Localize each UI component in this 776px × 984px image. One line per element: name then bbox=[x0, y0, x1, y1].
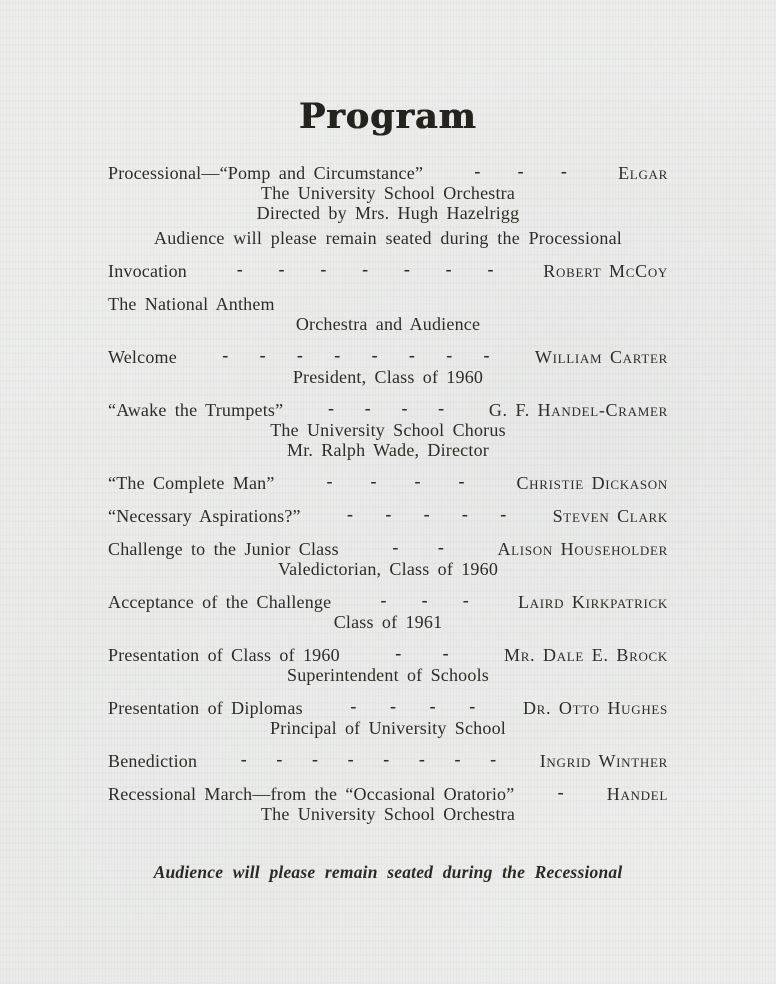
dash-leaders: - - - - bbox=[350, 696, 476, 716]
program-entry bbox=[108, 539, 668, 579]
program-entry bbox=[108, 294, 668, 334]
dash-leaders: - - - bbox=[380, 590, 469, 610]
dash-leaders: - - - bbox=[474, 161, 567, 181]
program-entry bbox=[108, 784, 668, 824]
entry-subline: President, Class of 1960 bbox=[292, 367, 484, 387]
entry-subline: Orchestra and Audience bbox=[295, 314, 481, 334]
program-list bbox=[108, 163, 668, 824]
program-entry bbox=[108, 506, 668, 526]
entry-subline: Class of 1961 bbox=[333, 612, 443, 632]
entry-title: Invocation bbox=[108, 261, 187, 281]
entry-presenter: G. F. Handel-Cramer bbox=[488, 400, 668, 420]
entry-title: “Necessary Aspirations?” bbox=[108, 506, 301, 526]
entry-subline: The University School Orchestra bbox=[260, 183, 516, 203]
dash-leaders: - - - - - bbox=[347, 504, 507, 524]
page-title: Program bbox=[299, 96, 477, 137]
entry-presenter: Mr. Dale E. Brock bbox=[504, 645, 668, 665]
dash-leaders: - - bbox=[392, 537, 444, 557]
program-entry bbox=[108, 163, 668, 248]
program-entry bbox=[108, 645, 668, 685]
entry-title: Benediction bbox=[108, 751, 198, 771]
program-entry bbox=[108, 347, 668, 387]
entry-subline: The University School Orchestra bbox=[260, 804, 516, 824]
entry-title: “The Complete Man” bbox=[108, 473, 275, 493]
dash-leaders: - - - - bbox=[328, 398, 445, 418]
program-entry bbox=[108, 261, 668, 281]
entry-presenter: Handel bbox=[606, 784, 668, 804]
recessional-note: Audience will please remain seated during the Recessional bbox=[153, 862, 623, 882]
entry-row bbox=[108, 400, 668, 420]
entry-presenter: Robert McCoy bbox=[543, 261, 668, 281]
entry-subline: Directed by Mrs. Hugh Hazelrigg bbox=[256, 203, 520, 223]
entry-presenter: Dr. Otto Hughes bbox=[522, 698, 668, 718]
audience-note: Audience will please remain seated during the Processional bbox=[154, 228, 622, 248]
entry-row bbox=[108, 698, 668, 718]
program-entry bbox=[108, 400, 668, 460]
entry-row bbox=[108, 539, 668, 559]
entry-row bbox=[108, 294, 668, 314]
dash-leaders: - - - - - - - - bbox=[222, 345, 490, 365]
entry-title: Recessional March—from the “Occasional Oratorio” bbox=[108, 784, 515, 804]
entry-title: Presentation of Class of 1960 bbox=[108, 645, 340, 665]
entry-row bbox=[108, 592, 668, 612]
dash-leaders: - - bbox=[395, 643, 449, 663]
entry-presenter: Laird Kirkpatrick bbox=[517, 592, 668, 612]
entry-subline: Valedictorian, Class of 1960 bbox=[277, 559, 499, 579]
entry-row bbox=[108, 784, 668, 804]
entry-row bbox=[108, 645, 668, 665]
entry-row bbox=[108, 506, 668, 526]
entry-row bbox=[108, 163, 668, 183]
entry-title: Welcome bbox=[108, 347, 177, 367]
entry-presenter: Ingrid Winther bbox=[539, 751, 668, 771]
entry-row bbox=[108, 347, 668, 367]
entry-title: Presentation of Diplomas bbox=[108, 698, 303, 718]
entry-presenter: William Carter bbox=[534, 347, 668, 367]
program-entry bbox=[108, 751, 668, 771]
entry-title: Challenge to the Junior Class bbox=[108, 539, 339, 559]
entry-subline: Superintendent of Schools bbox=[287, 665, 489, 685]
entry-presenter: Alison Householder bbox=[497, 539, 668, 559]
dash-leaders: - - - - - - - bbox=[236, 259, 494, 279]
entry-title: Processional—“Pomp and Circumstance” bbox=[108, 163, 424, 183]
dash-leaders: - - - - - - - - bbox=[240, 749, 497, 769]
dash-leaders: - - - - bbox=[326, 471, 465, 491]
entry-row bbox=[108, 261, 668, 281]
entry-subline: Mr. Ralph Wade, Director bbox=[287, 440, 489, 460]
program-entry bbox=[108, 592, 668, 632]
program-entry bbox=[108, 698, 668, 738]
entry-row bbox=[108, 473, 668, 493]
entry-subline: Principal of University School bbox=[270, 718, 506, 738]
entry-title: “Awake the Trumpets” bbox=[108, 400, 284, 420]
dash-leaders: - bbox=[557, 782, 564, 802]
entry-presenter: Elgar bbox=[618, 163, 668, 183]
entry-presenter: Steven Clark bbox=[552, 506, 668, 526]
entry-subline: The University School Chorus bbox=[270, 420, 506, 440]
entry-row bbox=[108, 751, 668, 771]
program-entry bbox=[108, 473, 668, 493]
entry-title: Acceptance of the Challenge bbox=[108, 592, 332, 612]
entry-presenter: Christie Dickason bbox=[516, 473, 668, 493]
entry-title: The National Anthem bbox=[108, 294, 275, 314]
